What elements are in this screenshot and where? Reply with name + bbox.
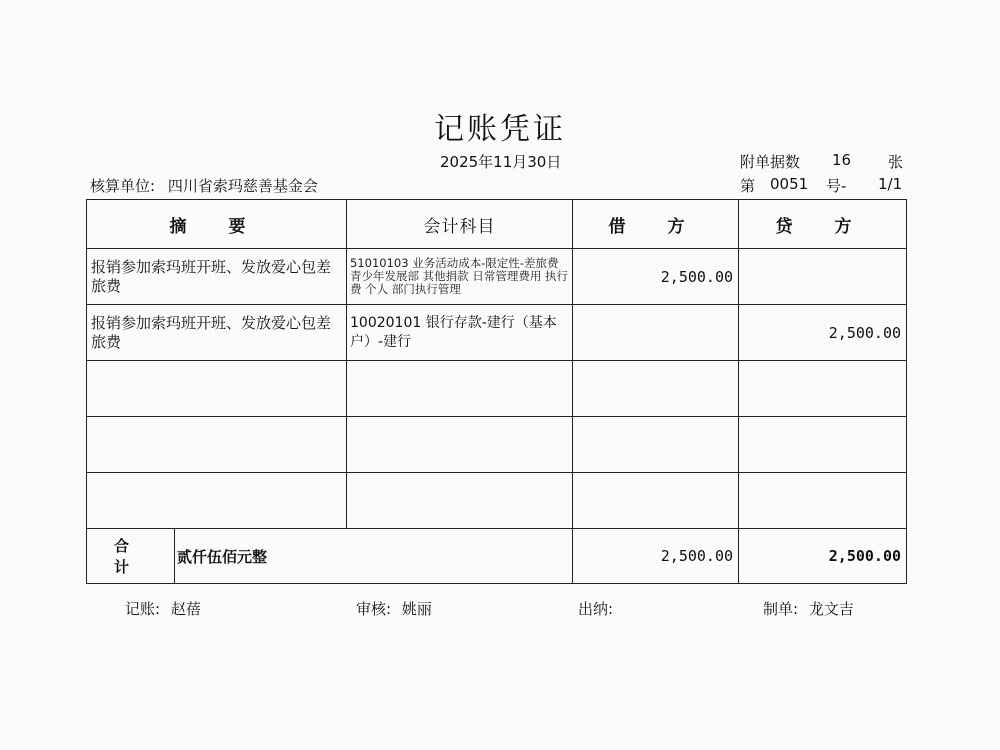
voucher-title: 记账凭证 xyxy=(434,112,566,147)
voucher-page: 1/1 xyxy=(878,175,903,193)
unit-label: 核算单位: xyxy=(90,177,156,195)
row-account: 10020101 银行存款-建行（基本户）-建行 xyxy=(347,305,573,361)
bookkeeper-label: 记账: xyxy=(125,600,161,618)
header-debit: 借 方 xyxy=(573,200,739,249)
voucher-prefix: 第 xyxy=(740,177,756,195)
row-debit: 2,500.00 xyxy=(573,249,739,305)
header-summary: 摘 要 xyxy=(87,200,347,249)
preparer-name: 龙文吉 xyxy=(808,600,854,618)
reviewer-signature xyxy=(356,598,432,619)
preparer-label: 制单: xyxy=(763,600,799,618)
row-credit: 2,500.00 xyxy=(739,305,907,361)
table-row xyxy=(87,305,907,361)
total-row xyxy=(87,529,907,584)
total-label: 合 计 xyxy=(87,529,175,584)
header-credit: 贷 方 xyxy=(739,200,907,249)
preparer-signature xyxy=(763,598,854,619)
voucher-table xyxy=(86,199,907,584)
accounting-unit xyxy=(90,175,318,196)
unit-name: 四川省索玛慈善基金会 xyxy=(167,177,318,195)
header-account: 会计科目 xyxy=(347,200,573,249)
cashier-signature xyxy=(578,598,619,619)
reviewer-name: 姚丽 xyxy=(401,600,432,618)
row-credit xyxy=(739,249,907,305)
total-credit: 2,500.00 xyxy=(739,529,907,584)
voucher-date: 2025年11月30日 xyxy=(440,153,562,171)
table-row xyxy=(87,249,907,305)
cashier-label: 出纳: xyxy=(578,600,614,618)
row-summary: 报销参加索玛班开班、发放爱心包差旅费 xyxy=(87,305,347,361)
voucher-suffix: 号- xyxy=(826,177,847,195)
total-debit: 2,500.00 xyxy=(573,529,739,584)
total-amount-words: 贰仟伍佰元整 xyxy=(175,529,573,584)
attachments-unit: 张 xyxy=(888,153,904,171)
bookkeeper-signature xyxy=(125,598,201,619)
empty-row xyxy=(87,473,907,529)
row-summary: 报销参加索玛班开班、发放爱心包差旅费 xyxy=(87,249,347,305)
attachments-label: 附单据数 xyxy=(740,153,801,171)
reviewer-label: 审核: xyxy=(356,600,392,618)
empty-row xyxy=(87,417,907,473)
attachments-count: 16 xyxy=(832,151,852,169)
bookkeeper-name: 赵蓓 xyxy=(170,600,201,618)
empty-row xyxy=(87,361,907,417)
row-account: 51010103 业务活动成本-限定性-差旅费 青少年发展部 其他捐款 日常管理费用 执行费 个人 部门执行管理 xyxy=(347,249,573,305)
row-debit xyxy=(573,305,739,361)
voucher-number-value: 0051 xyxy=(770,175,809,193)
